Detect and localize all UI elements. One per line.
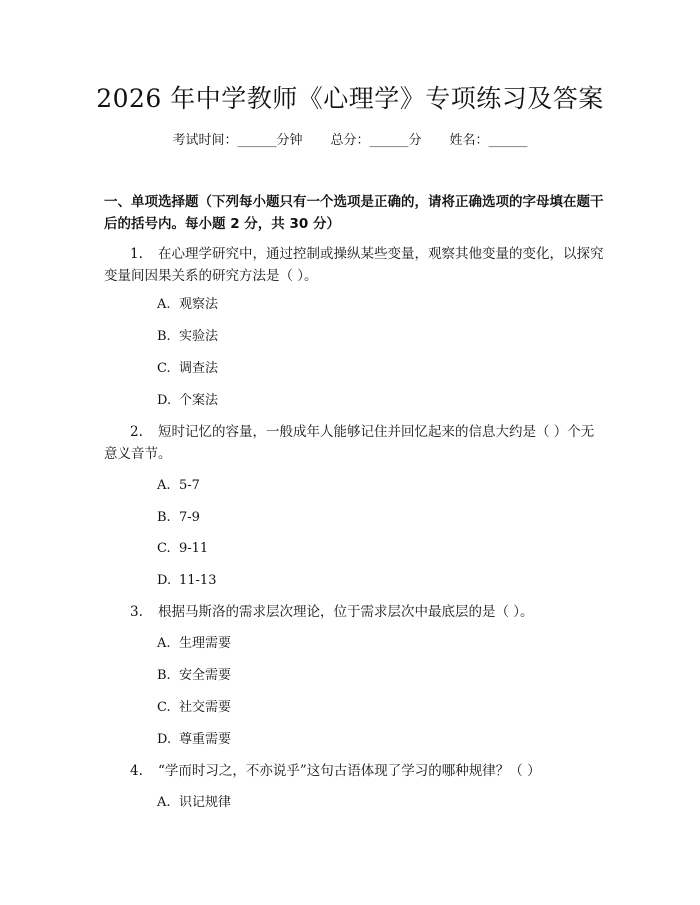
question-1-option-b <box>157 327 218 347</box>
question-text: 在心理学研究中，通过控制或操纵某些变量，观察其他变量的变化，以探究变量间因果关系的研究方法是（ ）。 <box>104 246 604 284</box>
option-letter: C. <box>157 541 171 556</box>
option-letter: A. <box>157 636 171 651</box>
option-text: 实验法 <box>179 329 219 344</box>
option-text: 尊重需要 <box>179 732 232 747</box>
total-score-field: 总分：______分 <box>330 133 422 148</box>
option-text: 生理需要 <box>179 636 232 651</box>
option-letter: A. <box>157 297 171 312</box>
question-2 <box>104 421 604 465</box>
question-3-option-a <box>157 634 231 654</box>
option-letter: B. <box>157 329 171 344</box>
option-text: 观察法 <box>179 297 219 312</box>
exam-time-field: 考试时间：______分钟 <box>172 133 303 148</box>
question-2-option-c <box>157 539 208 559</box>
question-4 <box>104 760 604 782</box>
question-3-option-b <box>157 666 231 686</box>
question-2-option-a <box>157 476 200 496</box>
option-text: 调查法 <box>179 361 219 376</box>
option-text: 5-7 <box>179 478 200 493</box>
question-3-option-d <box>157 730 231 750</box>
option-letter: C. <box>157 361 171 376</box>
option-letter: C. <box>157 700 171 715</box>
question-number: 2. <box>130 424 143 440</box>
question-1 <box>104 243 604 287</box>
question-4-option-a <box>157 793 231 813</box>
question-2-option-d <box>157 571 216 591</box>
question-1-option-c <box>157 359 218 379</box>
page-title: 2026 年中学教师《心理学》专项练习及答案 <box>96 84 604 113</box>
option-text: 安全需要 <box>179 668 232 683</box>
option-text: 9-11 <box>179 541 209 556</box>
question-number: 4. <box>130 763 143 779</box>
question-text: 短时记忆的容量，一般成年人能够记住并回忆起来的信息大约是（ ）个无意义音节。 <box>104 424 595 462</box>
question-1-option-a <box>157 295 218 315</box>
question-number: 1. <box>130 246 143 262</box>
option-letter: D. <box>157 393 172 408</box>
question-number: 3. <box>130 604 143 620</box>
option-letter: B. <box>157 668 171 683</box>
section-heading: 一、单项选择题（下列每小题只有一个选项是正确的，请将正确选项的字母填在题干后的括号内。每小题 2 分，共 30 分） <box>104 194 604 232</box>
question-2-option-b <box>157 508 200 528</box>
option-letter: D. <box>157 732 172 747</box>
question-text: “学而时习之，不亦说乎”这句古语体现了学习的哪种规律？（ ） <box>158 763 541 779</box>
student-name-field: 姓名：______ <box>449 133 528 148</box>
option-text: 个案法 <box>179 393 219 408</box>
option-text: 社交需要 <box>179 700 232 715</box>
option-letter: A. <box>157 478 171 493</box>
option-text: 11-13 <box>179 573 217 588</box>
option-letter: D. <box>157 573 172 588</box>
question-1-option-d <box>157 391 218 411</box>
question-text: 根据马斯洛的需求层次理论，位于需求层次中最底层的是（ ）。 <box>158 604 534 620</box>
question-3-option-c <box>157 698 231 718</box>
option-letter: B. <box>157 510 171 525</box>
option-letter: A. <box>157 795 171 810</box>
option-text: 7-9 <box>179 510 200 525</box>
option-text: 识记规律 <box>179 795 232 810</box>
exam-meta <box>0 131 700 151</box>
question-3 <box>104 601 604 623</box>
